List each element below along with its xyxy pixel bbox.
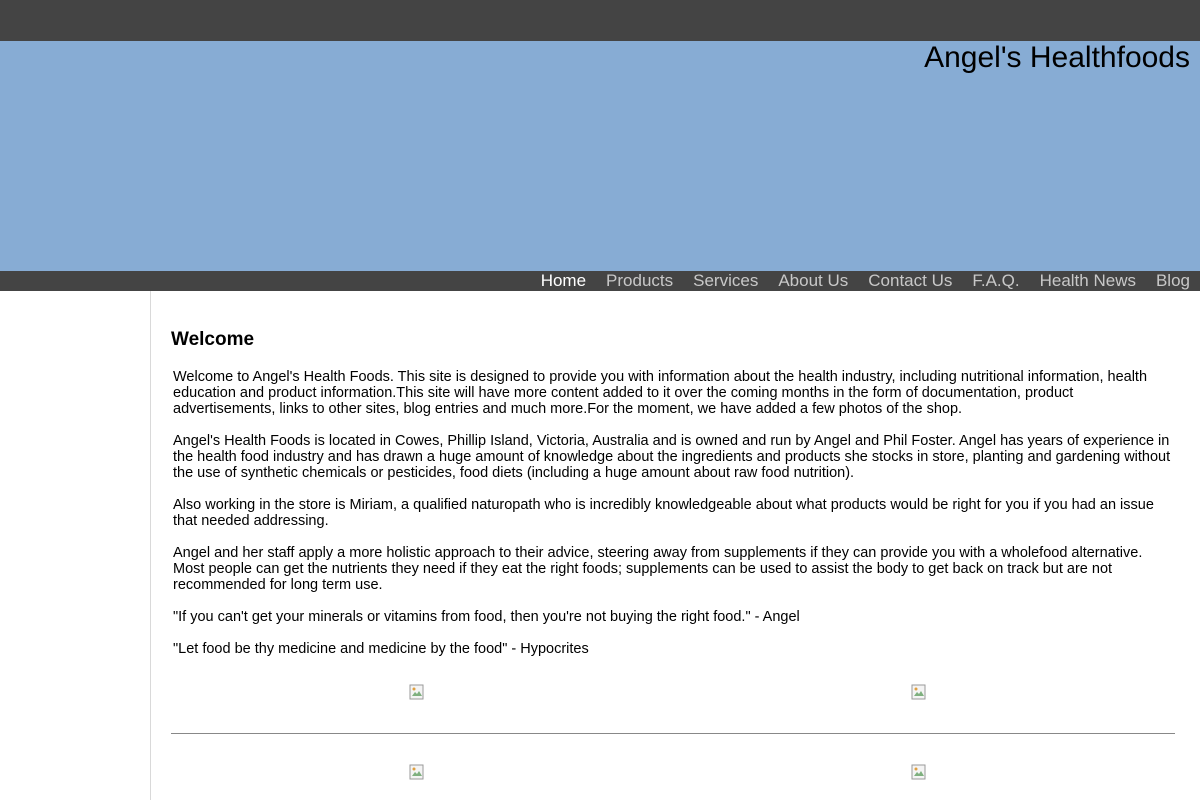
broken-image-icon — [409, 684, 425, 700]
sidebar — [0, 291, 151, 800]
top-bar — [0, 0, 1200, 41]
paragraph-intro: Welcome to Angel's Health Foods. This site is designed to provide you with information about the health industry, including nutritional information, health education and product information.This site will have more content added to it over the coming months in the form of documentation, product advertisements, links to other sites, blog entries and much more.For the moment, we have added a few photos of the shop. — [173, 369, 1148, 417]
welcome-text — [173, 369, 1175, 673]
nav-home[interactable]: Home — [540, 271, 587, 290]
page-heading: Welcome — [171, 329, 255, 350]
nav-about-us[interactable]: About Us — [778, 271, 849, 290]
nav-faq[interactable]: F.A.Q. — [972, 271, 1020, 290]
shop-photo-4[interactable] — [911, 764, 927, 780]
broken-image-icon — [409, 764, 425, 780]
header-banner — [0, 41, 1200, 271]
site-title: Angel's Healthfoods — [924, 41, 1190, 74]
paragraph-location: Angel's Health Foods is located in Cowes, Phillip Island, Victoria, Australia and is owned and run by Angel and Phil Foster. Angel has years of experience in the health food industry and has drawn a huge amount of knowledge about the ingredients and products she stocks in store, planting and gardening without the use of synthetic chemicals or pesticides, food diets (including a huge amount about raw food nutrition). — [173, 433, 1171, 481]
quote-angel: "If you can't get your minerals or vitamins from food, then you're not buying the right food." - Angel — [173, 609, 800, 625]
nav-health-news[interactable]: Health News — [1039, 271, 1136, 290]
nav-services[interactable]: Services — [693, 271, 759, 290]
main-content — [171, 291, 1175, 800]
broken-image-icon — [911, 684, 927, 700]
shop-photo-2[interactable] — [911, 684, 927, 700]
broken-image-icon — [911, 764, 927, 780]
nav-contact-us[interactable]: Contact Us — [868, 271, 953, 290]
content-divider — [171, 733, 1175, 734]
quote-hypocrites: "Let food be thy medicine and medicine by the food" - Hypocrites — [173, 641, 589, 657]
nav-products[interactable]: Products — [606, 271, 674, 290]
paragraph-approach: Angel and her staff apply a more holistic approach to their advice, steering away from supplements if they can provide you with a wholefood alternative. Most people can get the nutrients they need if they eat the right foods; supplements can be used to assist the body to get back on track but are not recommended for long term use. — [173, 545, 1143, 593]
shop-photo-3[interactable] — [409, 764, 425, 780]
main-nav — [0, 271, 1200, 291]
paragraph-staff: Also working in the store is Miriam, a qualified naturopath who is incredibly knowledgeable about what products would be right for you if you had an issue that needed addressing. — [173, 497, 1154, 529]
nav-blog[interactable]: Blog — [1155, 271, 1190, 290]
shop-photo-1[interactable] — [409, 684, 425, 700]
